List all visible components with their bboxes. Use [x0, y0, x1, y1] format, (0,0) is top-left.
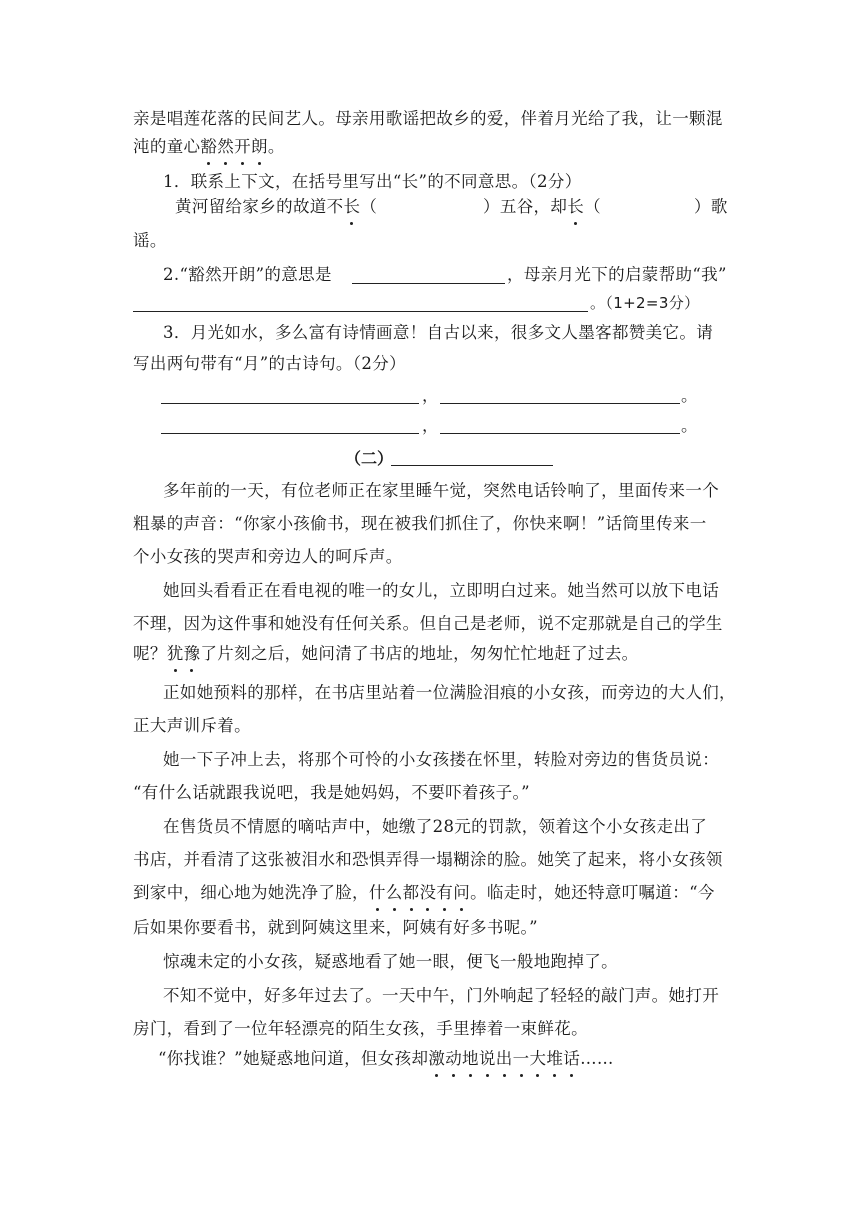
emphasis-char: 地: [462, 1049, 479, 1068]
story-line: [163, 816, 730, 838]
emphasis-char: 长: [567, 197, 585, 216]
text: 不知不觉中，好多年过去了。一天中午，门外响起了轻轻的敲门声。她打开: [163, 986, 720, 1005]
poem-blank[interactable]: [440, 402, 680, 404]
question-2-middle: ，母亲月光下的启蒙帮助“我”: [507, 265, 727, 284]
poem-blank[interactable]: [440, 432, 680, 434]
story-line-emphasis: [133, 882, 715, 904]
text: 黄河留给家乡的故道不: [175, 197, 344, 216]
story-line: 惊魂未定的小女孩，疑惑地看了她一眼，便飞一般地跑掉了。: [163, 952, 618, 971]
story-line: [163, 749, 730, 771]
comma: ，: [422, 416, 439, 435]
text: 3．月光如水，多么富有诗情画意！自古以来，很多文人墨客都赞美它。请: [163, 323, 714, 342]
text: 亲是唱莲花落的民间艺人。母亲用歌谣把故乡的爱，伴着月光给了我，让一颗混: [133, 109, 723, 128]
story-line: [163, 682, 736, 704]
emphasis-char: 说: [478, 1049, 496, 1068]
text: 她一下子冲上去，将那个可怜的小女孩搂在怀里，转脸对旁边的售货员说：: [163, 750, 720, 769]
poem-blank[interactable]: [161, 402, 419, 404]
text: 在售货员不情愿的嘀咕声中，她缴了28元的罚款，领着这个小女孩走出了: [163, 817, 708, 836]
text: ）五谷，却: [483, 197, 568, 216]
question-2-tail: 。（1+2=3分）: [590, 294, 700, 312]
text: 她回头看看正在看电视的唯一的女儿，立即明白过来。她当然可以放下电话: [163, 581, 720, 600]
story-line: [163, 985, 730, 1007]
text: 不理，因为这件事和她没有任何关系。但自己是老师，说不定那就是自己的学生: [133, 614, 723, 633]
passage-line: [133, 108, 730, 130]
text: 粗暴的声音：“你家小孩偷书，现在被我们抓住了，你快来啊！”话筒里传来一: [133, 514, 707, 533]
story-line: [133, 613, 730, 635]
text: 到家中，细心地为她洗净了脸，: [133, 883, 369, 902]
question-2-prefix: 2.“豁然开朗”的意思是: [163, 265, 332, 284]
emphasis-char: 都: [402, 883, 420, 902]
question-1-line-a: [175, 196, 377, 218]
emphasis-char: 么: [385, 883, 403, 902]
story-line: “有什么话就跟我说吧，我是她妈妈，不要吓着孩子。”: [133, 783, 530, 802]
emphasis-char: 激: [428, 1049, 446, 1068]
story-line-emphasis: [158, 1048, 614, 1070]
emphasis-char: 出: [495, 1049, 513, 1068]
text: 多年前的一天，有位老师正在家里睡午觉，突然电话铃响了，里面传来一个: [163, 481, 720, 500]
emphasis-char: 问: [453, 883, 471, 902]
poem-blank[interactable]: [161, 432, 419, 434]
story-line: [163, 580, 730, 602]
question-1-stem: 1．联系上下文，在括号里写出“长”的不同意思。（2分）: [163, 172, 582, 191]
question-1-line-a-mid: [483, 196, 601, 218]
text: 。临走时，她还特意叮嘱道：“今: [470, 883, 715, 902]
text: 。: [267, 137, 285, 156]
comma: ，: [422, 386, 439, 405]
emphasis-char: 堆: [546, 1049, 564, 1068]
question-3-line2: 写出两句带有“月”的古诗句。（2分）: [133, 354, 406, 373]
text: 沌的童心: [133, 137, 201, 156]
text: “你找谁？”她疑惑地问道，但女孩却: [158, 1049, 429, 1068]
story-line: 后如果你要看书，就到阿姨这里来，阿姨有好多书呢。”: [133, 918, 538, 937]
emphasis-char: 然: [217, 137, 235, 156]
answer-blank[interactable]: [133, 310, 588, 312]
text: ……: [580, 1049, 614, 1068]
story-line: 个小女孩的哭声和旁边人的呵斥声。: [133, 547, 403, 566]
emphasis-char: 什: [368, 883, 386, 902]
passage-line-emphasis: [133, 136, 285, 158]
question-1-line-b: 谣。: [133, 231, 167, 250]
emphasis-char: 一: [512, 1049, 530, 1068]
story-line-emphasis: [133, 643, 639, 665]
text: （: [584, 197, 601, 216]
emphasis-char: 朗: [250, 137, 268, 156]
emphasis-char: 犹: [166, 644, 184, 663]
question-1-line-a-end: ）歌: [694, 197, 728, 216]
story-line: 正大声训斥着。: [133, 716, 251, 735]
story-line: [133, 849, 730, 871]
title-blank[interactable]: [391, 464, 553, 466]
emphasis-char: 豁: [200, 137, 218, 156]
emphasis-char: 没: [419, 883, 437, 902]
story-line: [133, 513, 730, 535]
period: 。: [681, 416, 698, 435]
emphasis-char: 开: [234, 137, 251, 156]
text: （: [360, 197, 378, 216]
question-3-line1: [163, 322, 730, 344]
story-line: [163, 480, 730, 502]
emphasis-char: 话: [563, 1049, 581, 1068]
period: 。: [681, 386, 698, 405]
emphasis-char: 有: [436, 883, 454, 902]
text: 书店，并看清了这张被泪水和恐惧弄得一塌糊涂的脸。她笑了起来，将小女孩领: [133, 850, 723, 869]
emphasis-char: 豫: [183, 644, 201, 663]
emphasis-char: 动: [445, 1049, 463, 1068]
text: 正如她预料的那样，在书店里站着一位满脸泪痕的小女孩，而旁边的大人们，: [163, 683, 736, 702]
story-line: 房门，看到了一位年轻漂亮的陌生女孩，手里捧着一束鲜花。: [133, 1019, 588, 1038]
section-title: （二）: [345, 449, 394, 468]
emphasis-char: 长: [343, 197, 361, 216]
answer-blank[interactable]: [352, 282, 505, 284]
emphasis-char: 大: [529, 1049, 547, 1068]
text: 了片刻之后，她问清了书店的地址，匆匆忙忙地赶了过去。: [200, 644, 639, 663]
text: 呢？: [133, 644, 167, 663]
